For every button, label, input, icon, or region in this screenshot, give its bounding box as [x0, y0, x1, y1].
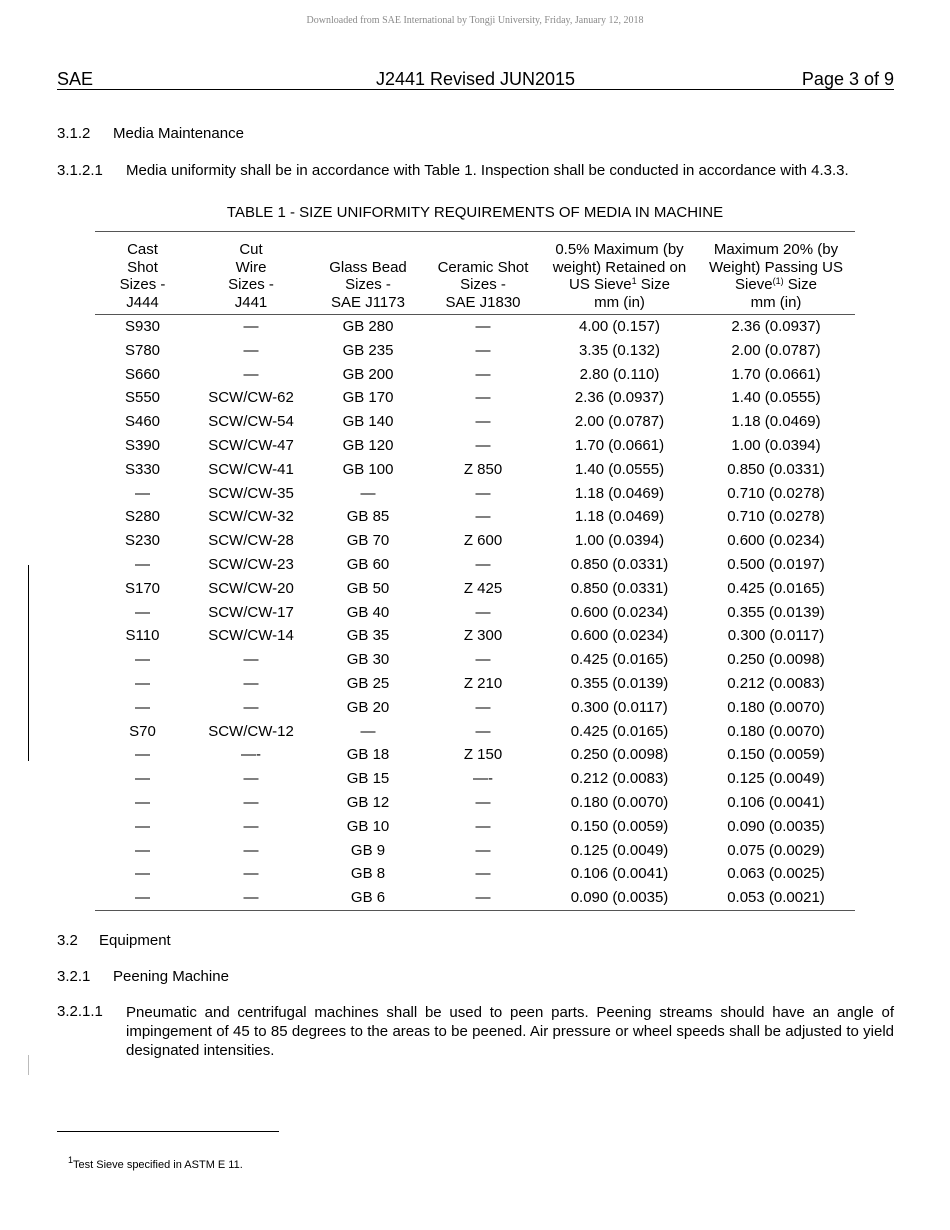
section-number: 3.2.1	[57, 968, 91, 985]
cell-passing-size: 1.00 (0.0394)	[731, 436, 821, 454]
cell-cut-wire: —-	[241, 746, 261, 764]
cell-cast-shot: —	[135, 484, 150, 502]
cell-passing-size: 0.075 (0.0029)	[727, 841, 825, 859]
cell-cast-shot: —	[135, 889, 150, 907]
cell-passing-size: 2.00 (0.0787)	[731, 341, 821, 359]
cell-passing-size: 0.300 (0.0117)	[727, 627, 825, 645]
cell-glass-bead: GB 9	[350, 841, 386, 859]
cell-ceramic-shot: —	[475, 508, 491, 526]
section-number: 3.1.2	[57, 125, 91, 142]
cell-glass-bead: —	[360, 484, 376, 502]
header-ceramic-shot: Ceramic Shot Sizes - SAE J1830	[424, 232, 542, 315]
cell-cast-shot: —	[135, 674, 150, 692]
cell-cut-wire: SCW/CW-32	[208, 508, 294, 526]
revision-bar	[28, 565, 29, 761]
table-row	[95, 529, 855, 553]
cell-cast-shot: S110	[125, 627, 160, 645]
cell-ceramic-shot: Z 600	[463, 532, 503, 550]
cell-cast-shot: S70	[129, 722, 156, 740]
cell-ceramic-shot: —	[475, 484, 491, 502]
publisher-name: SAE	[57, 69, 94, 89]
table-row	[95, 791, 855, 815]
cell-passing-size: 1.40 (0.0555)	[731, 389, 821, 407]
cell-passing-size: 0.710 (0.0278)	[727, 508, 825, 526]
cell-ceramic-shot: —	[475, 889, 491, 907]
cell-retained-size: 0.600 (0.0234)	[570, 627, 669, 645]
cell-glass-bead: GB 140	[342, 413, 394, 431]
revision-bar-faint	[28, 1055, 29, 1075]
cell-retained-size: 0.355 (0.0139)	[570, 674, 669, 692]
cell-cast-shot: —	[135, 770, 150, 788]
cell-ceramic-shot: Z 300	[463, 627, 503, 645]
cell-cut-wire: SCW/CW-62	[208, 389, 294, 407]
cell-cast-shot: S280	[124, 508, 161, 526]
section-title: Media Maintenance	[113, 125, 244, 142]
cell-cut-wire: SCW/CW-35	[208, 484, 294, 502]
cell-cut-wire: —	[243, 318, 259, 335]
cell-glass-bead: GB 25	[346, 674, 390, 692]
table-row	[95, 482, 855, 506]
cell-cast-shot: S230	[124, 532, 161, 550]
cell-glass-bead: GB 10	[346, 817, 390, 835]
table-row	[95, 339, 855, 363]
cell-ceramic-shot: Z 150	[463, 746, 503, 764]
cell-retained-size: 2.80 (0.110)	[579, 365, 660, 383]
cell-glass-bead: GB 280	[342, 318, 394, 335]
cell-ceramic-shot: —	[475, 389, 491, 407]
table-row	[95, 672, 855, 696]
cell-passing-size: 0.250 (0.0098)	[727, 651, 825, 669]
cell-glass-bead: GB 70	[346, 532, 390, 550]
table-row	[95, 601, 855, 625]
cell-cut-wire: SCW/CW-14	[208, 627, 294, 645]
cell-cut-wire: —	[243, 651, 259, 669]
cell-cast-shot: S390	[124, 436, 161, 454]
table-row	[95, 815, 855, 839]
cell-passing-size: 0.053 (0.0021)	[727, 889, 825, 907]
cell-glass-bead: GB 35	[346, 627, 390, 645]
table-body	[95, 315, 855, 911]
cell-cut-wire: —	[243, 698, 259, 716]
cell-cut-wire: SCW/CW-47	[208, 436, 294, 454]
cell-cut-wire: —	[243, 341, 259, 359]
cell-cut-wire: —	[243, 865, 259, 883]
cell-glass-bead: GB 15	[346, 770, 390, 788]
cell-cast-shot: S930	[124, 318, 161, 335]
cell-retained-size: 0.180 (0.0070)	[570, 793, 669, 811]
cell-cast-shot: —	[135, 603, 150, 621]
cell-cast-shot: S550	[124, 389, 161, 407]
download-watermark: Downloaded from SAE International by Tongji University, Friday, January 12, 2018	[306, 15, 644, 26]
cell-retained-size: 0.250 (0.0098)	[570, 746, 669, 764]
cell-ceramic-shot: —	[475, 318, 491, 335]
cell-retained-size: 1.70 (0.0661)	[574, 436, 665, 454]
table-row	[95, 315, 855, 339]
cell-cut-wire: —	[243, 674, 259, 692]
cell-ceramic-shot: —	[475, 341, 491, 359]
cell-cast-shot: —	[135, 746, 150, 764]
page-header	[57, 69, 894, 90]
cell-passing-size: 0.125 (0.0049)	[727, 770, 825, 788]
cell-cast-shot: —	[135, 841, 150, 859]
cell-retained-size: 0.090 (0.0035)	[570, 889, 669, 907]
cell-glass-bead: GB 18	[346, 746, 390, 764]
table-row	[95, 743, 855, 767]
cell-passing-size: 0.500 (0.0197)	[727, 555, 825, 573]
cell-cast-shot: —	[135, 555, 150, 573]
cell-passing-size: 0.850 (0.0331)	[727, 460, 825, 478]
cell-cast-shot: —	[135, 698, 150, 716]
cell-passing-size: 1.70 (0.0661)	[731, 365, 821, 383]
footnote-text: Test Sieve specified in ASTM E 11.	[73, 1159, 243, 1171]
cell-passing-size: 0.090 (0.0035)	[727, 817, 825, 835]
cell-passing-size: 0.710 (0.0278)	[727, 484, 825, 502]
cell-cast-shot: —	[135, 651, 150, 669]
cell-retained-size: 3.35 (0.132)	[579, 341, 660, 359]
size-uniformity-table	[95, 231, 855, 911]
table-header-row	[95, 232, 855, 315]
cell-ceramic-shot: —	[475, 413, 491, 431]
cell-cast-shot: —	[135, 793, 150, 811]
cell-ceramic-shot: —	[475, 436, 491, 454]
cell-retained-size: 0.300 (0.0117)	[571, 698, 668, 716]
cell-retained-size: 2.36 (0.0937)	[574, 389, 665, 407]
cell-cast-shot: S330	[124, 460, 161, 478]
cell-glass-bead: GB 85	[346, 508, 390, 526]
cell-cut-wire: SCW/CW-20	[208, 579, 294, 597]
cell-cut-wire: —	[243, 770, 259, 788]
cell-retained-size: 0.212 (0.0083)	[570, 770, 669, 788]
cell-glass-bead: GB 50	[346, 579, 390, 597]
cell-passing-size: 1.18 (0.0469)	[731, 413, 821, 431]
table-row	[95, 505, 855, 529]
footnote-mark: 1	[68, 1155, 74, 1165]
cell-cast-shot: S780	[124, 341, 161, 359]
cell-glass-bead: GB 6	[350, 889, 386, 907]
cell-retained-size: 4.00 (0.157)	[579, 318, 660, 335]
document-number: J2441 Revised JUN2015	[375, 69, 576, 89]
cell-passing-size: 0.212 (0.0083)	[727, 674, 825, 692]
cell-cast-shot: —	[135, 865, 150, 883]
cell-glass-bead: —	[360, 722, 376, 740]
cell-ceramic-shot: —	[475, 365, 491, 383]
cell-glass-bead: GB 30	[346, 651, 390, 669]
table-row	[95, 458, 855, 482]
cell-passing-size: 0.180 (0.0070)	[727, 722, 825, 740]
cell-glass-bead: GB 200	[342, 365, 394, 383]
cell-glass-bead: GB 20	[346, 698, 390, 716]
header-glass-bead: Glass Bead Sizes - SAE J1173	[312, 232, 424, 315]
section-number: 3.2	[57, 932, 78, 949]
footnote-separator	[57, 1131, 279, 1132]
cell-passing-size: 0.150 (0.0059)	[727, 746, 825, 764]
cell-ceramic-shot: —-	[473, 770, 493, 788]
cell-retained-size: 1.00 (0.0394)	[574, 532, 665, 550]
cell-cast-shot: —	[135, 817, 150, 835]
section-text: Media uniformity shall be in accordance with Table 1. Inspection shall be conducted in accordance with 4.3.3.	[126, 162, 849, 179]
header-cast-shot: Cast Shot Sizes - J444	[95, 232, 190, 315]
cell-passing-size: 0.180 (0.0070)	[727, 698, 825, 716]
cell-ceramic-shot: Z 425	[463, 579, 503, 597]
header-retained-on-sieve: 0.5% Maximum (by weight) Retained on US Sieve$^1$ Size mm (in)	[542, 232, 697, 315]
cell-cut-wire: —	[243, 817, 259, 835]
table-row	[95, 886, 855, 910]
cell-cut-wire: —	[243, 365, 259, 383]
table-row	[95, 624, 855, 648]
cell-cut-wire: SCW/CW-12	[208, 722, 294, 740]
cell-passing-size: 0.063 (0.0025)	[727, 865, 825, 883]
cell-passing-size: 0.106 (0.0041)	[727, 793, 825, 811]
cell-retained-size: 0.125 (0.0049)	[570, 841, 669, 859]
cell-retained-size: 1.18 (0.0469)	[574, 508, 665, 526]
table-row	[95, 553, 855, 577]
cell-cut-wire: SCW/CW-54	[208, 413, 294, 431]
cell-ceramic-shot: Z 210	[463, 674, 503, 692]
cell-retained-size: 0.150 (0.0059)	[570, 817, 669, 835]
cell-ceramic-shot: —	[475, 651, 491, 669]
cell-ceramic-shot: —	[475, 817, 491, 835]
section-3-2-1-1-text: Pneumatic and centrifugal machines shall be used to peen parts. Peening streams should have an angle of impingement of 45 to 85 degrees to the areas to be peened. Air pressure or wheel speeds shall be adjusted to yield designated intensities.	[126, 1004, 894, 1059]
cell-ceramic-shot: Z 850	[463, 460, 503, 478]
header-cut-wire: Cut Wire Sizes - J441	[190, 232, 312, 315]
table-row	[95, 410, 855, 434]
cell-glass-bead: GB 60	[346, 555, 390, 573]
table-row	[95, 434, 855, 458]
cell-retained-size: 0.600 (0.0234)	[570, 603, 669, 621]
table-row	[95, 767, 855, 791]
cell-cut-wire: SCW/CW-23	[208, 555, 294, 573]
page-number: Page 3 of 9	[801, 69, 894, 89]
section-title: Peening Machine	[113, 968, 229, 985]
cell-ceramic-shot: —	[475, 603, 491, 621]
cell-cut-wire: —	[243, 841, 259, 859]
cell-retained-size: 0.850 (0.0331)	[570, 555, 669, 573]
cell-cast-shot: S460	[124, 413, 161, 431]
cell-ceramic-shot: —	[475, 555, 491, 573]
cell-glass-bead: GB 8	[350, 865, 386, 883]
cell-ceramic-shot: —	[475, 793, 491, 811]
cell-cut-wire: SCW/CW-41	[208, 460, 294, 478]
cell-retained-size: 0.106 (0.0041)	[570, 865, 669, 883]
cell-glass-bead: GB 120	[342, 436, 394, 454]
cell-passing-size: 0.355 (0.0139)	[727, 603, 825, 621]
cell-passing-size: 0.425 (0.0165)	[727, 579, 825, 597]
table-title: TABLE 1 - SIZE UNIFORMITY REQUIREMENTS OF MEDIA IN MACHINE	[226, 204, 724, 221]
cell-cut-wire: SCW/CW-28	[208, 532, 294, 550]
table-row	[95, 577, 855, 601]
table-row	[95, 363, 855, 387]
footnote	[68, 1155, 243, 1171]
section-3-2-1-1-number: 3.2.1.1	[57, 1003, 103, 1020]
cell-cut-wire: —	[243, 889, 259, 907]
cell-glass-bead: GB 235	[342, 341, 394, 359]
cell-retained-size: 0.850 (0.0331)	[570, 579, 669, 597]
table-row	[95, 386, 855, 410]
cell-glass-bead: GB 100	[342, 460, 394, 478]
cell-retained-size: 2.00 (0.0787)	[574, 413, 665, 431]
cell-passing-size: 0.600 (0.0234)	[727, 532, 825, 550]
cell-glass-bead: GB 40	[346, 603, 390, 621]
table-row	[95, 839, 855, 863]
cell-cut-wire: —	[243, 793, 259, 811]
header-passing-sieve: Maximum 20% (by Weight) Passing US Sieve$^{(1)}$ Size mm (in)	[697, 232, 855, 315]
cell-ceramic-shot: —	[475, 841, 491, 859]
cell-retained-size: 1.18 (0.0469)	[574, 484, 665, 502]
cell-ceramic-shot: —	[475, 865, 491, 883]
cell-cut-wire: SCW/CW-17	[208, 603, 294, 621]
cell-retained-size: 0.425 (0.0165)	[570, 651, 669, 669]
table-row	[95, 720, 855, 744]
table-row	[95, 862, 855, 886]
cell-passing-size: 2.36 (0.0937)	[731, 318, 821, 335]
cell-cast-shot: S170	[124, 579, 161, 597]
cell-ceramic-shot: —	[475, 698, 491, 716]
cell-ceramic-shot: —	[475, 722, 491, 740]
cell-glass-bead: GB 12	[346, 793, 390, 811]
cell-glass-bead: GB 170	[342, 389, 394, 407]
section-number: 3.1.2.1	[57, 162, 103, 179]
table-row	[95, 696, 855, 720]
section-title: Equipment	[99, 932, 171, 949]
cell-cast-shot: S660	[124, 365, 161, 383]
table-row	[95, 648, 855, 672]
cell-retained-size: 1.40 (0.0555)	[574, 460, 665, 478]
cell-retained-size: 0.425 (0.0165)	[570, 722, 669, 740]
